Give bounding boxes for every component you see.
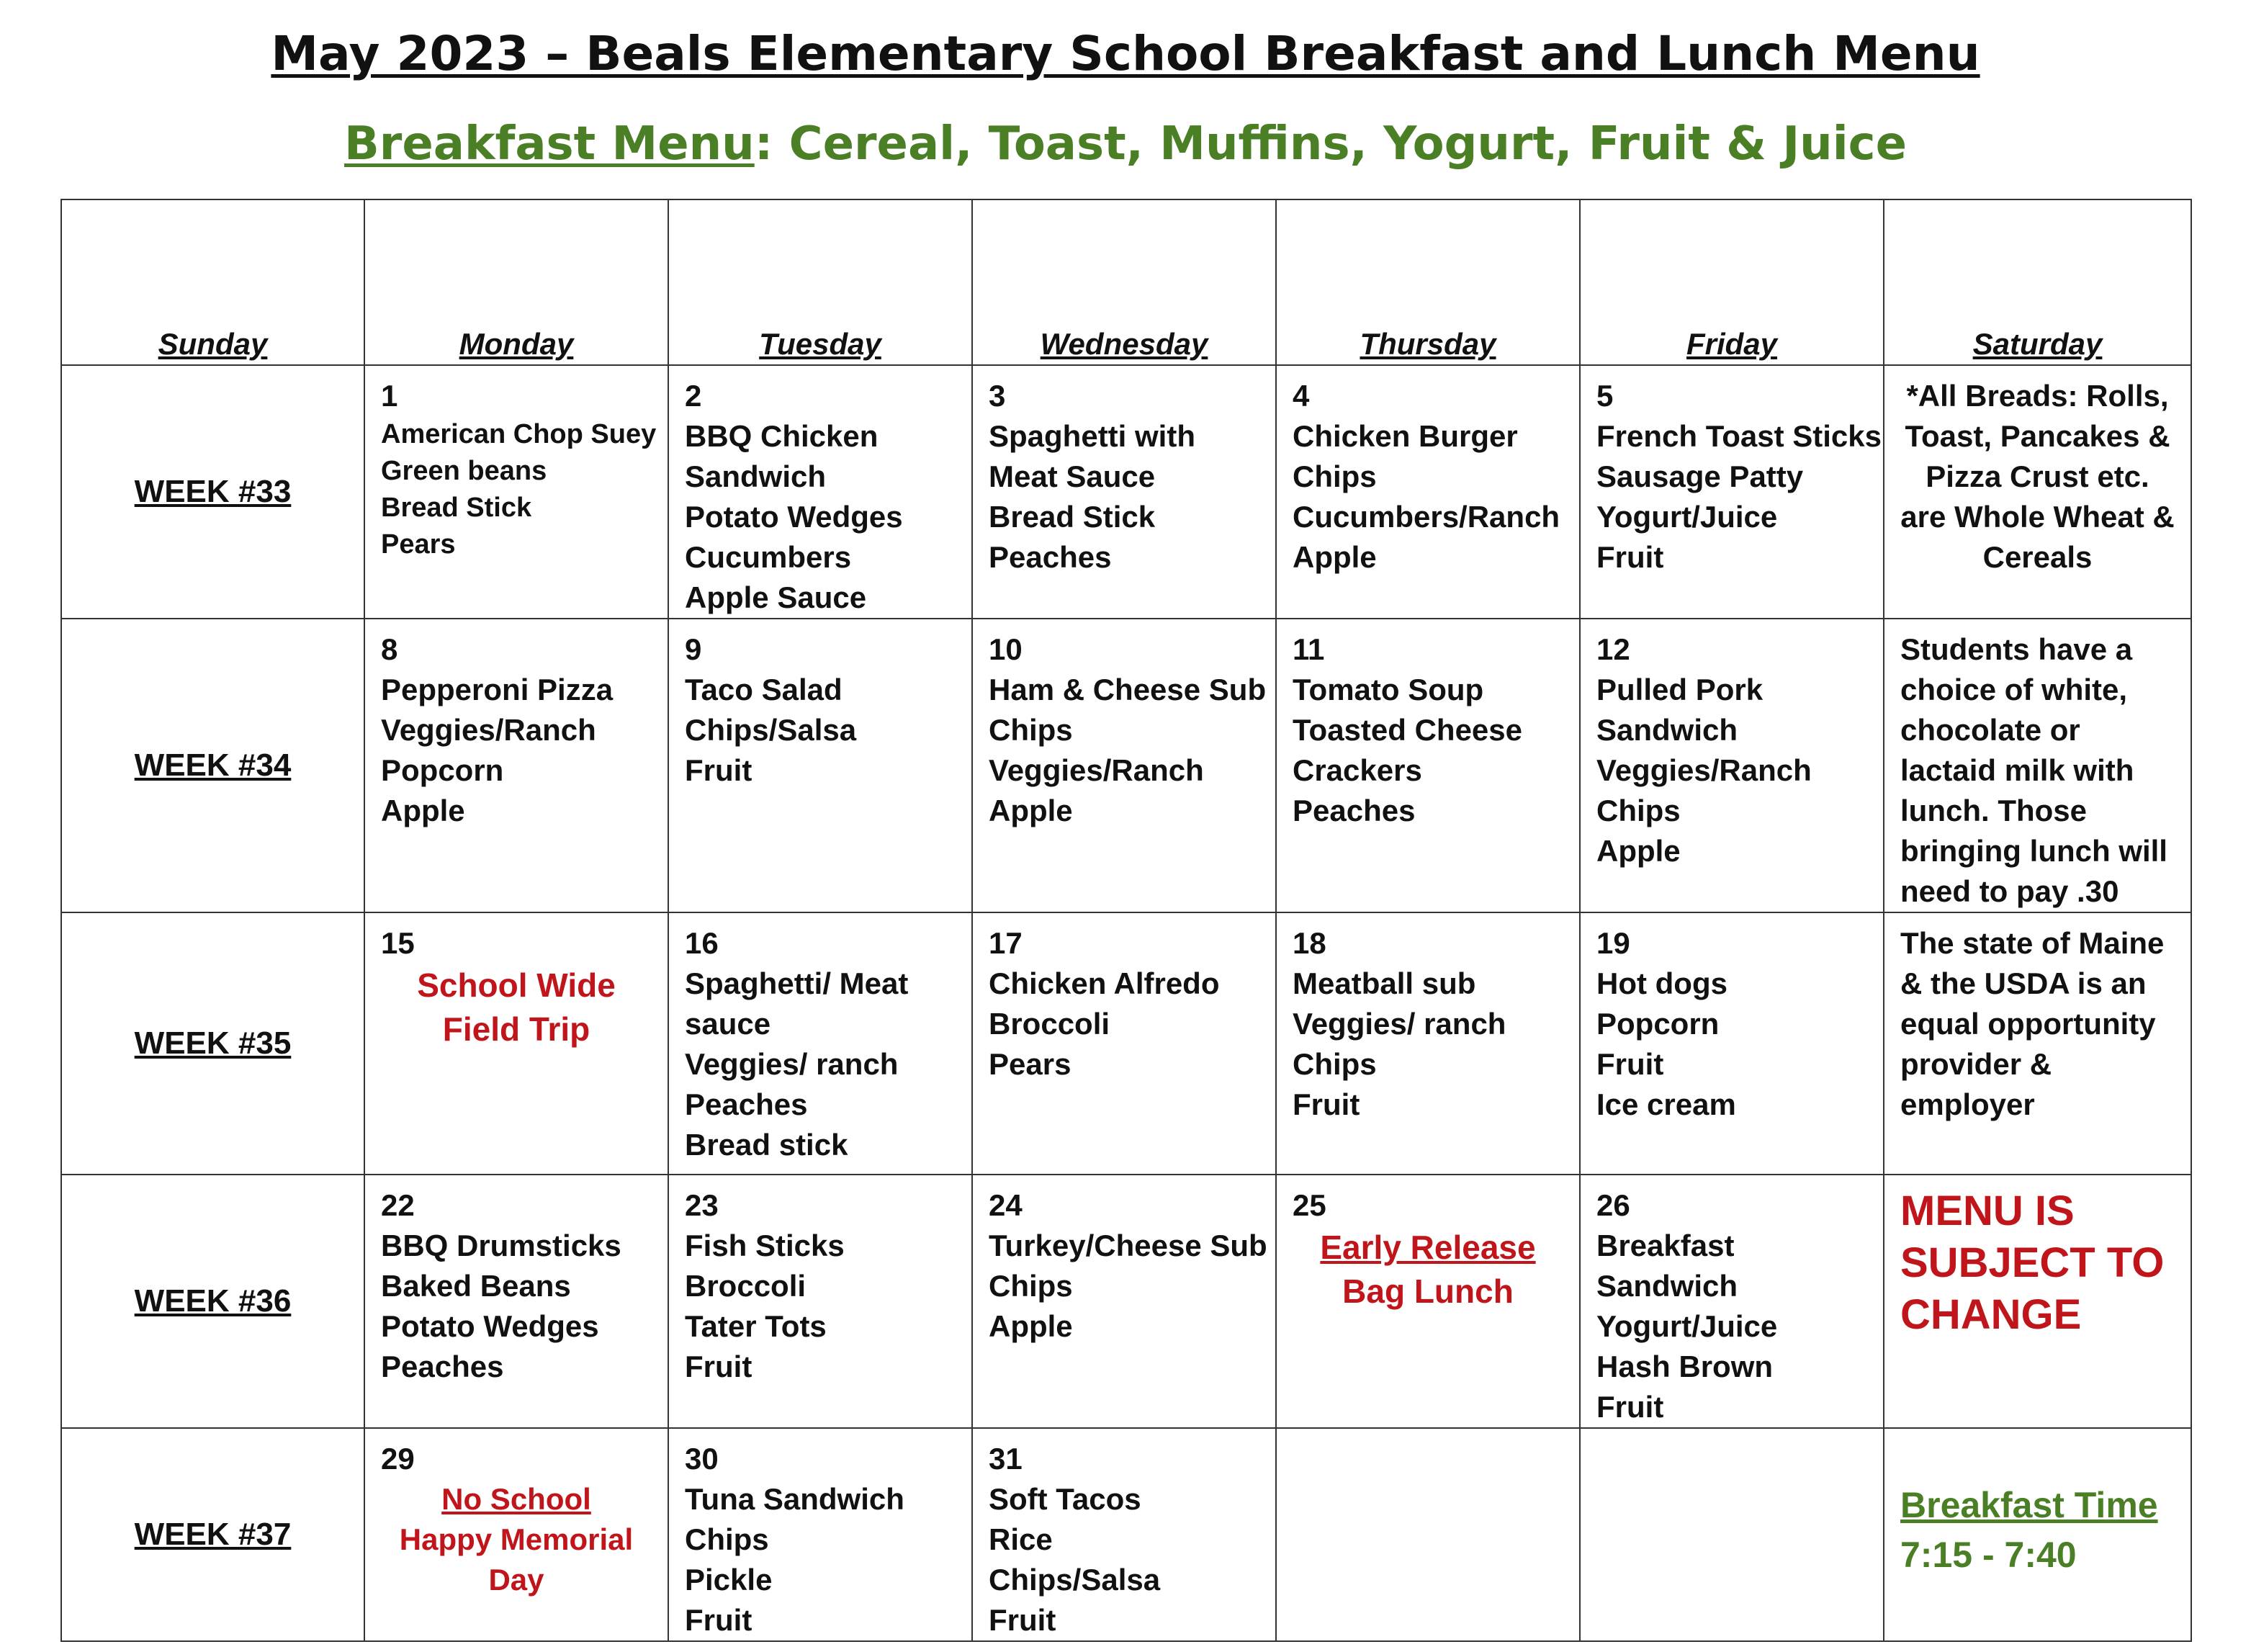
menu-item: Veggies/Ranch <box>1596 753 1812 787</box>
menu-item: Veggies/Ranch <box>381 713 596 747</box>
menu-item: Popcorn <box>381 753 504 787</box>
day-number: 15 <box>381 926 415 960</box>
menu-item: Chips <box>685 1522 769 1556</box>
menu-item: Apple <box>989 794 1073 827</box>
day-cell <box>972 619 1276 912</box>
menu-item: Chicken Burger <box>1293 419 1518 453</box>
special-event: No School <box>441 1482 591 1516</box>
menu-item: Chips <box>1293 459 1377 493</box>
menu-item: Fruit <box>685 753 752 787</box>
menu-item: Fruit <box>685 1603 752 1637</box>
day-cell <box>364 619 668 912</box>
menu-item: BBQ Chicken <box>685 419 879 453</box>
menu-item: Meat Sauce <box>989 459 1156 493</box>
menu-item: Fruit <box>1293 1087 1360 1121</box>
weekday-header-row <box>61 199 2191 365</box>
menu-item: Fruit <box>685 1350 752 1383</box>
week-label: WEEK #35 <box>61 912 364 1175</box>
menu-item: Bread stick <box>685 1128 848 1162</box>
weekday-wednesday: Wednesday <box>972 199 1276 365</box>
menu-item: Fruit <box>989 1603 1056 1637</box>
week-label: WEEK #37 <box>61 1428 364 1641</box>
day-cell <box>1276 365 1580 619</box>
week-label: WEEK #34 <box>61 619 364 912</box>
day-number: 18 <box>1293 926 1326 960</box>
weekday-monday: Monday <box>364 199 668 365</box>
day-cell <box>1276 1175 1580 1428</box>
menu-item: Cucumbers <box>685 540 852 574</box>
day-cell <box>668 1175 972 1428</box>
special-event: Happy Memorial <box>399 1522 634 1556</box>
menu-item: Tuna Sandwich <box>685 1482 904 1516</box>
weekday-friday: Friday <box>1580 199 1884 365</box>
menu-item: Peaches <box>989 540 1112 574</box>
menu-item: Spaghetti/ Meat <box>685 966 909 1000</box>
weekday-thursday: Thursday <box>1276 199 1580 365</box>
menu-item: Fruit <box>1596 1047 1664 1081</box>
day-number: 3 <box>989 379 1006 413</box>
day-number: 25 <box>1293 1188 1326 1222</box>
menu-item: Broccoli <box>685 1269 807 1303</box>
menu-item: Taco Salad <box>685 673 843 706</box>
equal-opportunity-note: The state of Maine & the USDA is an equal opportunity provider & employer <box>1884 912 2191 1175</box>
week-row <box>61 912 2191 1175</box>
whole-wheat-note: *All Breads: Rolls, Toast, Pancakes & Pizza Crust etc. are Whole Wheat & Cereals <box>1884 365 2191 619</box>
menu-item: Hot dogs <box>1596 966 1727 1000</box>
menu-item: Sandwich <box>685 459 827 493</box>
menu-item: Pepperoni Pizza <box>381 673 614 706</box>
weekday-tuesday: Tuesday <box>668 199 972 365</box>
menu-item: Veggies/Ranch <box>989 753 1204 787</box>
week-row <box>61 1175 2191 1428</box>
day-cell <box>668 1428 972 1641</box>
special-event: Bag Lunch <box>1342 1272 1514 1310</box>
menu-item: Green beans <box>381 456 547 486</box>
day-number: 22 <box>381 1188 415 1222</box>
menu-item: Chips <box>1596 794 1681 827</box>
menu-item: Bread Stick <box>989 500 1156 534</box>
day-cell <box>1276 619 1580 912</box>
menu-item: Peaches <box>1293 794 1416 827</box>
day-number: 16 <box>685 926 719 960</box>
menu-item: Apple <box>989 1309 1073 1343</box>
menu-item: Meatball sub <box>1293 966 1476 1000</box>
menu-item: Tomato Soup <box>1293 673 1484 706</box>
menu-item: American Chop Suey <box>381 419 657 449</box>
menu-item: Chicken Alfredo <box>989 966 1220 1000</box>
day-number: 4 <box>1293 379 1310 413</box>
menu-item: Potato Wedges <box>381 1309 599 1343</box>
menu-item: Apple Sauce <box>685 580 867 614</box>
day-number: 8 <box>381 632 398 666</box>
menu-item: Hash Brown <box>1596 1350 1774 1383</box>
day-number: 1 <box>381 379 398 413</box>
breakfast-time-value: 7:15 - 7:40 <box>1900 1535 2077 1575</box>
menu-item: Chips/Salsa <box>685 713 857 747</box>
menu-item: Ice cream <box>1596 1087 1736 1121</box>
day-number: 11 <box>1293 632 1325 666</box>
day-cell <box>972 912 1276 1175</box>
day-number: 19 <box>1596 926 1630 960</box>
menu-item: Breakfast <box>1596 1229 1735 1262</box>
menu-item: Turkey/Cheese Sub <box>989 1229 1267 1262</box>
menu-item: Fruit <box>1596 540 1664 574</box>
week-row <box>61 1428 2191 1641</box>
menu-item: Baked Beans <box>381 1269 571 1303</box>
menu-item: BBQ Drumsticks <box>381 1229 621 1262</box>
weekday-sunday: Sunday <box>61 199 364 365</box>
menu-item: Spaghetti with <box>989 419 1195 453</box>
day-cell <box>1580 912 1884 1175</box>
menu-item: Peaches <box>685 1087 808 1121</box>
day-cell <box>1276 912 1580 1175</box>
menu-item: Toasted Cheese <box>1293 713 1522 747</box>
breakfast-time-label: Breakfast Time <box>1900 1485 2158 1525</box>
day-cell <box>972 1428 1276 1641</box>
day-cell <box>972 1175 1276 1428</box>
day-number: 9 <box>685 632 702 666</box>
day-number: 31 <box>989 1442 1023 1476</box>
week-label: WEEK #36 <box>61 1175 364 1428</box>
day-number: 5 <box>1596 379 1614 413</box>
week-row <box>61 619 2191 912</box>
menu-item: Pickle <box>685 1563 773 1597</box>
week-label: WEEK #33 <box>61 365 364 619</box>
menu-item: Ham & Cheese Sub <box>989 673 1267 706</box>
menu-item: French Toast Sticks <box>1596 419 1882 453</box>
day-number: 23 <box>685 1188 719 1222</box>
menu-item: Apple <box>381 794 465 827</box>
menu-item: Pears <box>381 529 456 560</box>
day-number: 29 <box>381 1442 415 1476</box>
day-cell <box>1580 365 1884 619</box>
page-title: May 2023 – Beals Elementary School Breakfast and Lunch Menu <box>271 26 1980 81</box>
day-number: 24 <box>989 1188 1023 1222</box>
menu-item: Cucumbers/Ranch <box>1293 500 1560 534</box>
day-cell <box>972 365 1276 619</box>
day-cell <box>364 912 668 1175</box>
menu-item: Rice <box>989 1522 1053 1556</box>
breakfast-menu-label: Breakfast Menu <box>344 117 755 171</box>
menu-item: Chips <box>989 1269 1073 1303</box>
menu-item: Sandwich <box>1596 1269 1738 1303</box>
breakfast-menu-heading <box>0 109 2251 179</box>
menu-item: Apple <box>1596 834 1681 868</box>
week-row <box>61 365 2191 619</box>
menu-subject-to-change: MENU IS SUBJECT TO CHANGE <box>1884 1175 2191 1428</box>
menu-item: Broccoli <box>989 1007 1110 1041</box>
weekday-saturday: Saturday <box>1884 199 2191 365</box>
day-cell <box>1580 619 1884 912</box>
day-cell <box>1580 1175 1884 1428</box>
menu-item: sauce <box>685 1007 771 1041</box>
day-cell <box>668 912 972 1175</box>
empty-day-cell <box>1580 1428 1884 1641</box>
menu-item: Fruit <box>1596 1390 1664 1424</box>
menu-item: Bread Stick <box>381 493 532 523</box>
menu-item: Tater Tots <box>685 1309 827 1343</box>
menu-item: Peaches <box>381 1350 504 1383</box>
menu-item: Pulled Pork <box>1596 673 1763 706</box>
special-event: Early Release <box>1320 1229 1536 1266</box>
menu-item: Yogurt/Juice <box>1596 500 1778 534</box>
day-cell <box>668 365 972 619</box>
menu-item: Chips <box>1293 1047 1377 1081</box>
menu-item: Sausage Patty <box>1596 459 1804 493</box>
menu-item: Veggies/ ranch <box>1293 1007 1506 1041</box>
day-number: 17 <box>989 926 1023 960</box>
special-event: Field Trip <box>442 1010 590 1048</box>
day-number: 30 <box>685 1442 719 1476</box>
day-number: 2 <box>685 379 702 413</box>
menu-item: Chips/Salsa <box>989 1563 1161 1597</box>
menu-item: Yogurt/Juice <box>1596 1309 1778 1343</box>
day-cell <box>364 1175 668 1428</box>
day-cell <box>364 365 668 619</box>
breakfast-menu-items: : Cereal, Toast, Muffins, Yogurt, Fruit & Juice <box>754 117 1907 171</box>
special-event: Day <box>488 1563 544 1597</box>
menu-item: Veggies/ ranch <box>685 1047 899 1081</box>
day-number: 12 <box>1596 632 1630 666</box>
day-cell <box>364 1428 668 1641</box>
menu-calendar <box>60 199 2192 1642</box>
menu-item: Chips <box>989 713 1073 747</box>
menu-item: Sandwich <box>1596 713 1738 747</box>
milk-choice-note: Students have a choice of white, chocolate or lactaid milk with lunch. Those bringing lunch will need to pay .30 <box>1884 619 2191 912</box>
menu-item: Pears <box>989 1047 1071 1081</box>
menu-item: Apple <box>1293 540 1377 574</box>
menu-item: Soft Tacos <box>989 1482 1141 1516</box>
empty-day-cell <box>1276 1428 1580 1641</box>
day-cell <box>668 619 972 912</box>
day-number: 26 <box>1596 1188 1630 1222</box>
menu-item: Popcorn <box>1596 1007 1720 1041</box>
special-event: School Wide <box>417 966 616 1004</box>
breakfast-time-cell <box>1884 1428 2191 1641</box>
menu-item: Potato Wedges <box>685 500 903 534</box>
day-number: 10 <box>989 632 1023 666</box>
menu-item: Crackers <box>1293 753 1422 787</box>
menu-item: Fish Sticks <box>685 1229 845 1262</box>
